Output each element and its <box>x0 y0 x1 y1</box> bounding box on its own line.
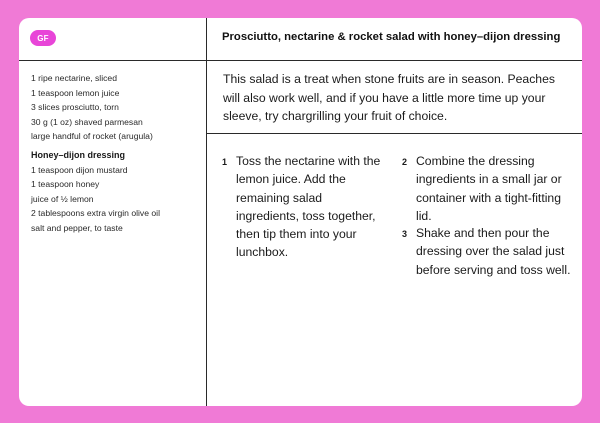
recipe-intro: This salad is a treat when stone fruits are in season. Peaches will also work well, and if you have a little more time up your sleeve, try chargrilling your fruit of choice. <box>223 72 555 123</box>
step-text: Combine the dressing ingredients in a small jar or container with a tight-fitting lid. <box>416 154 562 223</box>
step-text: Shake and then pour the dressing over the salad just before serving and toss well. <box>416 226 571 277</box>
step-number: 1 <box>222 157 228 167</box>
gluten-free-badge: GF <box>30 30 56 46</box>
ingredient-item: 30 g (1 oz) shaved parmesan <box>31 116 143 127</box>
recipe-title: Prosciutto, nectarine & rocket salad with honey–dijon dressing <box>222 31 561 43</box>
dressing-ingredient-item: salt and pepper, to taste <box>31 222 123 233</box>
dressing-ingredient-item: 2 tablespoons extra virgin olive oil <box>31 208 160 219</box>
ingredient-item: large handful of rocket (arugula) <box>31 131 153 142</box>
method-step <box>402 152 572 225</box>
dressing-ingredient-item: juice of ½ lemon <box>31 193 94 204</box>
dressing-ingredient-item: 1 teaspoon honey <box>31 179 100 190</box>
column-divider <box>206 18 207 406</box>
intro-divider <box>207 133 582 134</box>
ingredients-list <box>31 71 201 236</box>
step-text: Toss the nectarine with the lemon juice. Add the remaining salad ingredients, toss together, then tip them into your lunchbox. <box>236 154 381 260</box>
dressing-heading: Honey–dijon dressing <box>31 149 126 160</box>
ingredient-item: 1 teaspoon lemon juice <box>31 87 120 98</box>
header-divider <box>19 60 582 61</box>
method-step <box>222 152 382 262</box>
method-step <box>402 224 572 279</box>
recipe-card <box>19 18 582 406</box>
step-number: 3 <box>402 229 408 239</box>
dressing-ingredient-item: 1 teaspoon dijon mustard <box>31 164 128 175</box>
ingredient-item: 3 slices prosciutto, torn <box>31 102 119 113</box>
step-number: 2 <box>402 157 408 167</box>
ingredient-item: 1 ripe nectarine, sliced <box>31 73 117 83</box>
